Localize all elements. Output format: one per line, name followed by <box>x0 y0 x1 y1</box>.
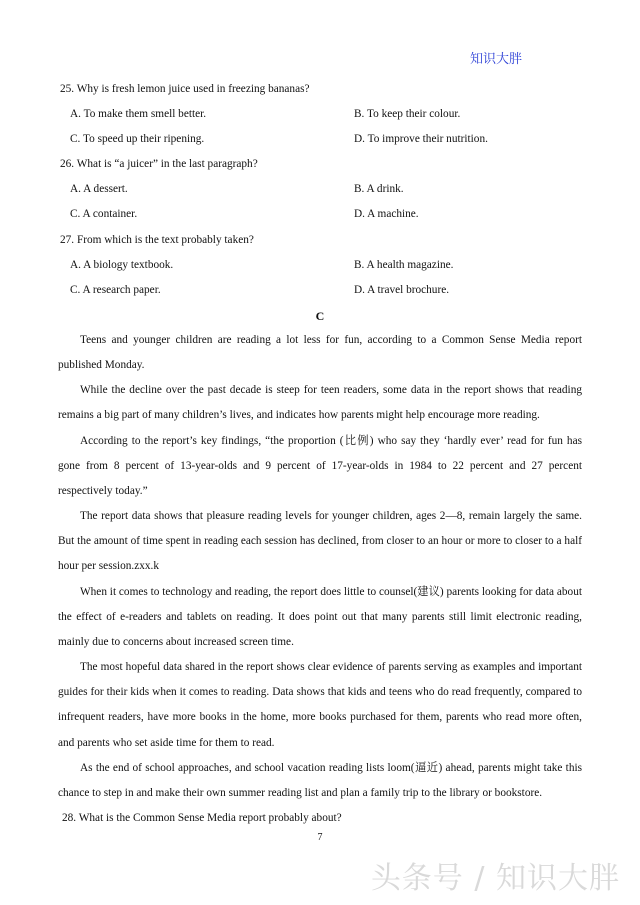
passage-paragraph-5: When it comes to technology and reading, the report does little to counsel(建议) parents looking for data about the effect of e-readers and tablets on reading. It does point out that many parents still limit electronic reading, mainly due to concerns about increased screen time. <box>58 586 582 649</box>
passage-paragraph-7: As the end of school approaches, and school vacation reading lists loom(逼近) ahead, parents might take this chance to step in and make their own summer reading list and plan a family trip to the library or bookstore. <box>58 762 582 800</box>
passage-paragraph-2: While the decline over the past decade is steep for teen readers, some data in the report shows that reading remains a big part of many children’s lives, and indicates how parents might help encourage more reading. <box>58 384 582 422</box>
passage-paragraph-6: The most hopeful data shared in the report shows clear evidence of parents serving as examples and important guides for their kids when it comes to reading. Data shows that kids and teens who do read frequently, compared to infrequent readers, have more books in the home, more books purchased for them, parents who read more often, and parents who set aside time for them to read. <box>58 661 582 749</box>
option-25-c: C. To speed up their ripening. <box>70 133 205 145</box>
option-26-d: D. A machine. <box>354 208 419 220</box>
option-27-d: D. A travel brochure. <box>354 284 450 296</box>
question-27: 27. From which is the text probably taken? <box>60 234 254 246</box>
option-27-c: C. A research paper. <box>70 284 161 296</box>
option-25-a: A. To make them smell better. <box>70 108 207 120</box>
option-26-c: C. A container. <box>70 208 138 220</box>
passage-paragraph-4: The report data shows that pleasure reading levels for younger children, ages 2—8, remain largely the same. But the amount of time spent in reading each session has declined, from closer to an hour or more to closer to a half hour per session.zxx.k <box>58 510 582 573</box>
question-28: 28. What is the Common Sense Media report probably about? <box>62 812 342 824</box>
question-26: 26. What is “a juicer” in the last paragraph? <box>60 158 258 170</box>
option-27-b: B. A health magazine. <box>354 259 454 271</box>
option-25-d: D. To improve their nutrition. <box>354 133 488 145</box>
passage-paragraph-1: Teens and younger children are reading a lot less for fun, according to a Common Sense Media report published Monday. <box>58 334 582 372</box>
watermark: 头条号 / 知识大胖 <box>370 861 620 896</box>
option-27-a: A. A biology textbook. <box>70 259 174 271</box>
option-26-b: B. A drink. <box>354 183 404 195</box>
header-brand: 知识大胖 <box>469 52 522 67</box>
question-25: 25. Why is fresh lemon juice used in freezing bananas? <box>60 83 310 95</box>
section-title: C <box>315 309 325 323</box>
option-25-b: B. To keep their colour. <box>354 108 461 120</box>
page-number: 7 <box>317 832 323 843</box>
option-26-a: A. A dessert. <box>70 183 128 195</box>
passage-paragraph-3: According to the report’s key findings, “the proportion (比例) who say they ‘hardly ever’ read for fun has gone from 8 percent of 13-year-olds and 9 percent of 17-year-olds in 1984 to 22 percent and 27 percent respectively today.” <box>58 435 582 498</box>
